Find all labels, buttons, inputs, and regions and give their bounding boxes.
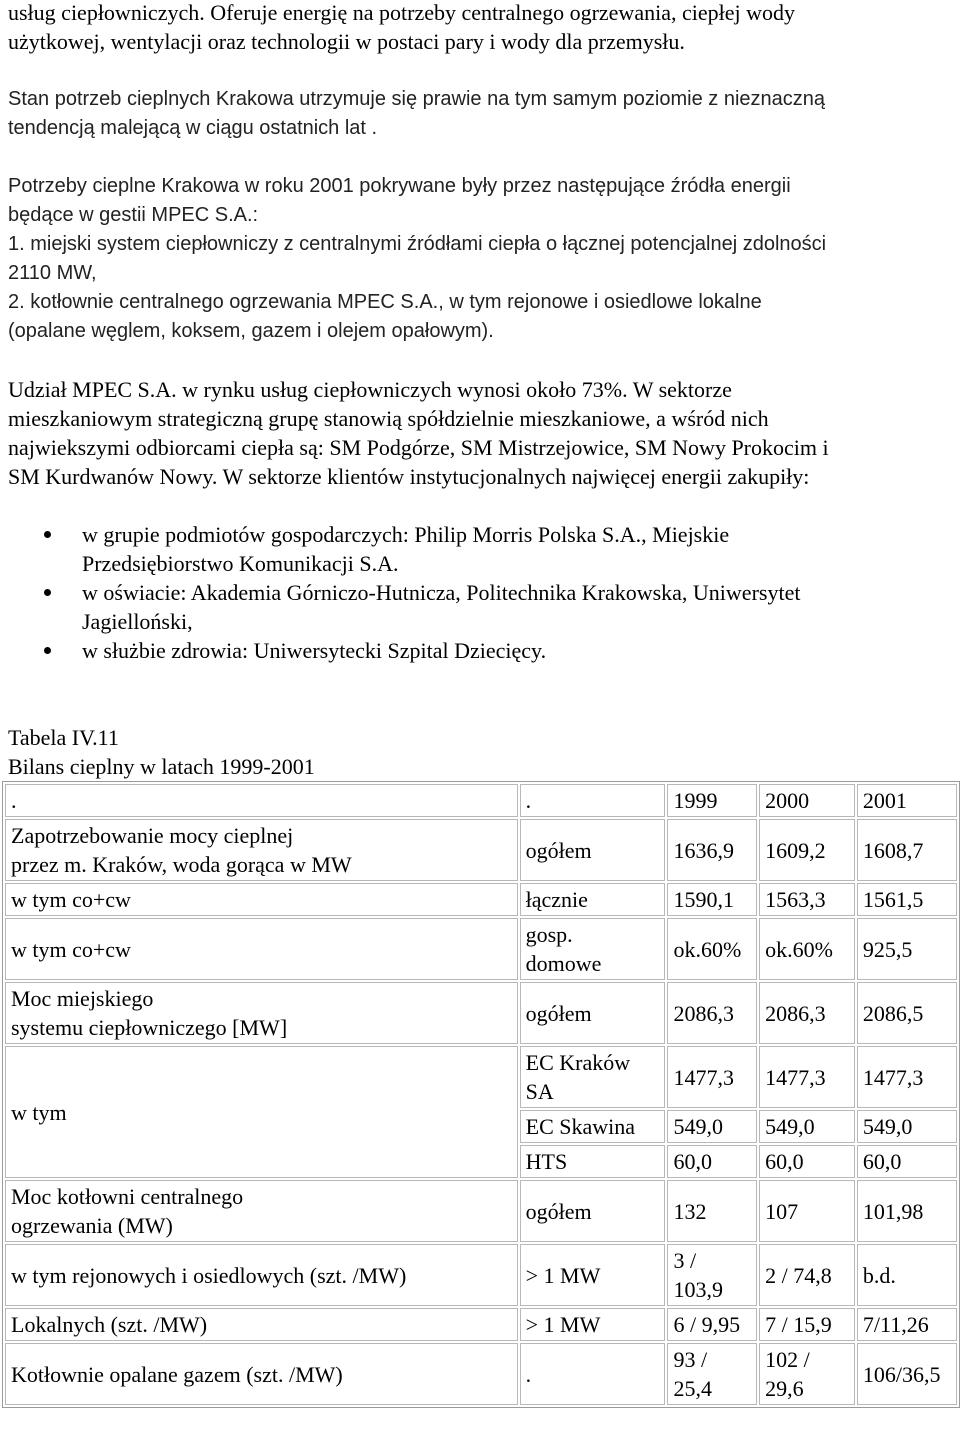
header-cell-1999: 1999 — [667, 784, 757, 817]
value-1999: 3 / 103,9 — [667, 1244, 757, 1306]
row-label: Moc kotłowni centralnego ogrzewania (MW) — [5, 1180, 518, 1242]
value-1999: 6 / 9,95 — [667, 1308, 757, 1341]
row-sub: . — [520, 1343, 666, 1405]
value-1999: 60,0 — [667, 1145, 757, 1178]
text-line: Potrzeby cieplne Krakowa w roku 2001 pokrywane były przez następujące źródła energii — [8, 175, 791, 197]
value-2000: 60,0 — [759, 1145, 855, 1178]
table-row — [5, 1308, 957, 1341]
text-line: w grupie podmiotów gospodarczych: Philip Morris Polska S.A., Miejskie — [82, 522, 730, 547]
value-2000: 1477,3 — [759, 1046, 855, 1108]
header-cell-2000: 2000 — [759, 784, 855, 817]
document-page — [8, 0, 954, 1408]
row-label: w tym — [5, 1046, 518, 1178]
table-header-row — [5, 784, 957, 817]
table-title: Bilans cieplny w latach 1999-2001 — [8, 754, 315, 779]
text-line: (opalane węglem, koksem, gazem i olejem opałowym). — [8, 320, 494, 342]
table-row — [5, 1244, 957, 1306]
value-2001: 2086,5 — [857, 982, 957, 1044]
spacer — [8, 346, 954, 375]
header-cell: . — [520, 784, 666, 817]
bullet-icon — [44, 589, 51, 596]
value-1999: 93 / 25,4 — [667, 1343, 757, 1405]
text-line: 1. miejski system ciepłowniczy z centralnymi źródłami ciepła o łącznej potencjalnej zdolności — [8, 233, 827, 255]
list-item — [8, 636, 954, 665]
row-sub: EC Skawina — [520, 1110, 666, 1143]
row-label: w tym rejonowych i osiedlowych (szt. /MW) — [5, 1244, 518, 1306]
spacer — [8, 665, 954, 723]
value-1999: ok.60% — [667, 918, 757, 980]
value-2000: 549,0 — [759, 1110, 855, 1143]
table-row — [5, 1180, 957, 1242]
text-line: SM Kurdwanów Nowy. W sektorze klientów instytucjonalnych najwięcej energii zakupiły: — [8, 464, 810, 489]
value-2000: 2 / 74,8 — [759, 1244, 855, 1306]
text-line: będące w gestii MPEC S.A.: — [8, 204, 259, 226]
text-line: 2. kotłownie centralnego ogrzewania MPEC S.A., w tym rejonowe i osiedlowe lokalne — [8, 291, 762, 313]
row-label: Kotłownie opalane gazem (szt. /MW) — [5, 1343, 518, 1405]
row-sub: ogółem — [520, 982, 666, 1044]
table-caption — [8, 723, 954, 781]
spacer — [8, 56, 954, 85]
table-row — [5, 1343, 957, 1405]
table-row — [5, 982, 957, 1044]
value-2001: 60,0 — [857, 1145, 957, 1178]
row-sub: EC Kraków SA — [520, 1046, 666, 1108]
value-2000: 1609,2 — [759, 819, 855, 881]
market-share-paragraph — [8, 375, 954, 491]
row-label: Zapotrzebowanie mocy cieplnej przez m. Kraków, woda gorąca w MW — [5, 819, 518, 881]
value-2001: 7/11,26 — [857, 1308, 957, 1341]
value-1999: 2086,3 — [667, 982, 757, 1044]
text-line: tendencją malejącą w ciągu ostatnich lat . — [8, 117, 378, 139]
value-1999: 1590,1 — [667, 883, 757, 916]
value-2001: 925,5 — [857, 918, 957, 980]
text-line: najwiekszymi odbiorcami ciepła są: SM Podgórze, SM Mistrzejowice, SM Nowy Prokocim i — [8, 435, 829, 460]
row-label: w tym co+cw — [5, 918, 518, 980]
spacer — [8, 143, 954, 172]
row-sub: HTS — [520, 1145, 666, 1178]
list-item — [8, 520, 954, 578]
header-cell: . — [5, 784, 518, 817]
value-2000: 7 / 15,9 — [759, 1308, 855, 1341]
text-line: 2110 MW, — [8, 262, 97, 284]
table-row — [5, 1046, 957, 1108]
trend-paragraph — [8, 85, 954, 143]
table-row — [5, 819, 957, 881]
row-sub: gosp. domowe — [520, 918, 666, 980]
value-2000: 102 / 29,6 — [759, 1343, 855, 1405]
row-label: w tym co+cw — [5, 883, 518, 916]
text-line: użytkowej, wentylacji oraz technologii w postaci pary i wody dla przemysłu. — [8, 29, 685, 54]
value-1999: 1636,9 — [667, 819, 757, 881]
value-1999: 549,0 — [667, 1110, 757, 1143]
value-2000: 2086,3 — [759, 982, 855, 1044]
table-row — [5, 918, 957, 980]
table-row — [5, 883, 957, 916]
value-2001: 106/36,5 — [857, 1343, 957, 1405]
row-sub: ogółem — [520, 819, 666, 881]
list-item — [8, 578, 954, 636]
value-2001: b.d. — [857, 1244, 957, 1306]
intro-paragraph — [8, 0, 954, 56]
bullet-icon — [44, 531, 51, 538]
value-2001: 1608,7 — [857, 819, 957, 881]
text-line: w oświacie: Akademia Górniczo-Hutnicza, Politechnika Krakowska, Uniwersytet — [82, 580, 801, 605]
header-cell-2001: 2001 — [857, 784, 957, 817]
value-1999: 1477,3 — [667, 1046, 757, 1108]
row-label: Lokalnych (szt. /MW) — [5, 1308, 518, 1341]
institutional-clients-list — [8, 520, 954, 665]
value-2000: 1563,3 — [759, 883, 855, 916]
value-2000: 107 — [759, 1180, 855, 1242]
value-2001: 1477,3 — [857, 1046, 957, 1108]
value-2000: ok.60% — [759, 918, 855, 980]
sources-paragraph — [8, 172, 954, 346]
row-sub: łącznie — [520, 883, 666, 916]
row-sub: > 1 MW — [520, 1244, 666, 1306]
bullet-icon — [44, 647, 51, 654]
text-line: Stan potrzeb cieplnych Krakowa utrzymuje się prawie na tym samym poziomie z nieznaczną — [8, 88, 826, 110]
text-line: Przedsiębiorstwo Komunikacji S.A. — [82, 551, 399, 576]
text-line: w służbie zdrowia: Uniwersytecki Szpital Dziecięcy. — [82, 638, 547, 663]
text-line: usług ciepłowniczych. Oferuje energię na potrzeby centralnego ogrzewania, ciepłej wody — [8, 0, 795, 25]
table-number: Tabela IV.11 — [8, 725, 119, 750]
value-1999: 132 — [667, 1180, 757, 1242]
text-line: Udział MPEC S.A. w rynku usług ciepłowniczych wynosi około 73%. W sektorze — [8, 377, 732, 402]
value-2001: 1561,5 — [857, 883, 957, 916]
heat-balance-table — [2, 781, 960, 1408]
value-2001: 549,0 — [857, 1110, 957, 1143]
row-sub: ogółem — [520, 1180, 666, 1242]
spacer — [8, 491, 954, 520]
value-2001: 101,98 — [857, 1180, 957, 1242]
text-line: Jagielloński, — [82, 609, 193, 634]
row-sub: > 1 MW — [520, 1308, 666, 1341]
text-line: mieszkaniowym strategiczną grupę stanowią spółdzielnie mieszkaniowe, a wśród nich — [8, 406, 769, 431]
row-label: Moc miejskiego systemu ciepłowniczego [MW] — [5, 982, 518, 1044]
